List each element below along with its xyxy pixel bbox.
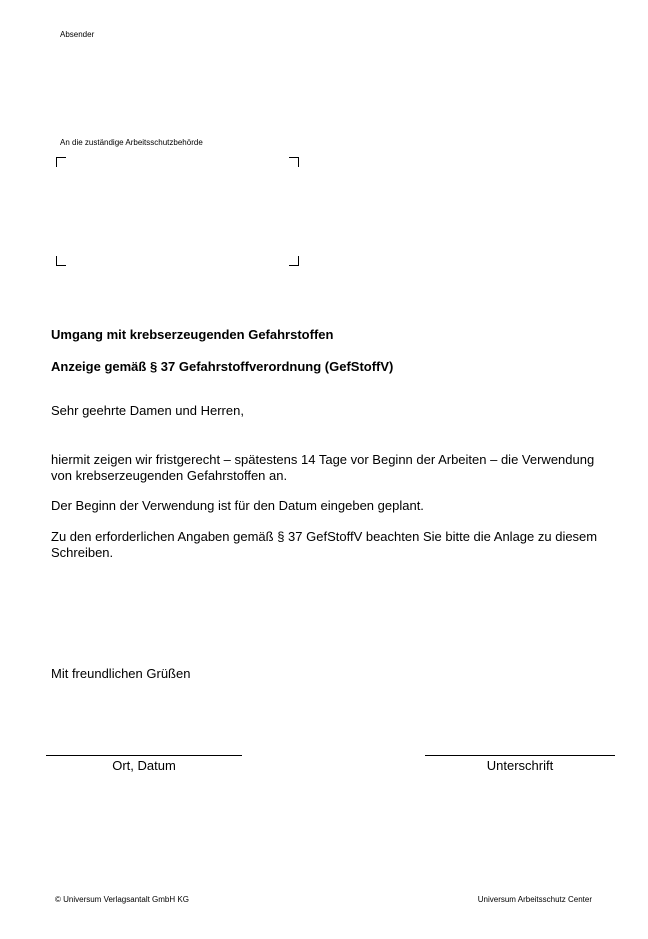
body-paragraph-3: Zu den erforderlichen Angaben gemäß § 37 GefStoffV beachten Sie bitte die Anlage zu diesem Schreiben. <box>51 529 598 560</box>
address-corner-bottom-left <box>56 256 66 266</box>
signature-line-right <box>425 755 615 756</box>
signature-line-left <box>46 755 242 756</box>
address-corner-top-left <box>56 157 66 167</box>
signature-label: Unterschrift <box>486 758 554 773</box>
subject-line-1: Umgang mit krebserzeugenden Gefahrstoffen <box>51 327 334 342</box>
address-corner-top-right <box>289 157 299 167</box>
salutation: Sehr geehrte Damen und Herren, <box>51 403 244 418</box>
recipient-label: An die zuständige Arbeitsschutzbehörde <box>60 138 203 147</box>
body-paragraph-1: hiermit zeigen wir fristgerecht – spätestens 14 Tage vor Beginn der Arbeiten – die Verwendung von krebserzeugenden Gefahrstoffen an. <box>51 452 595 483</box>
footer-copyright: © Universum Verlagsantalt GmbH KG <box>55 895 189 904</box>
sender-label: Absender <box>60 30 95 39</box>
footer-publisher: Universum Arbeitsschutz Center <box>477 895 592 904</box>
address-corner-bottom-right <box>289 256 299 266</box>
subject-line-2: Anzeige gemäß § 37 Gefahrstoffverordnung (GefStoffV) <box>51 359 394 374</box>
place-date-label: Ort, Datum <box>112 758 176 773</box>
closing: Mit freundlichen Grüßen <box>51 666 191 681</box>
body-paragraph-2: Der Beginn der Verwendung ist für den Datum eingeben geplant. <box>51 498 424 513</box>
